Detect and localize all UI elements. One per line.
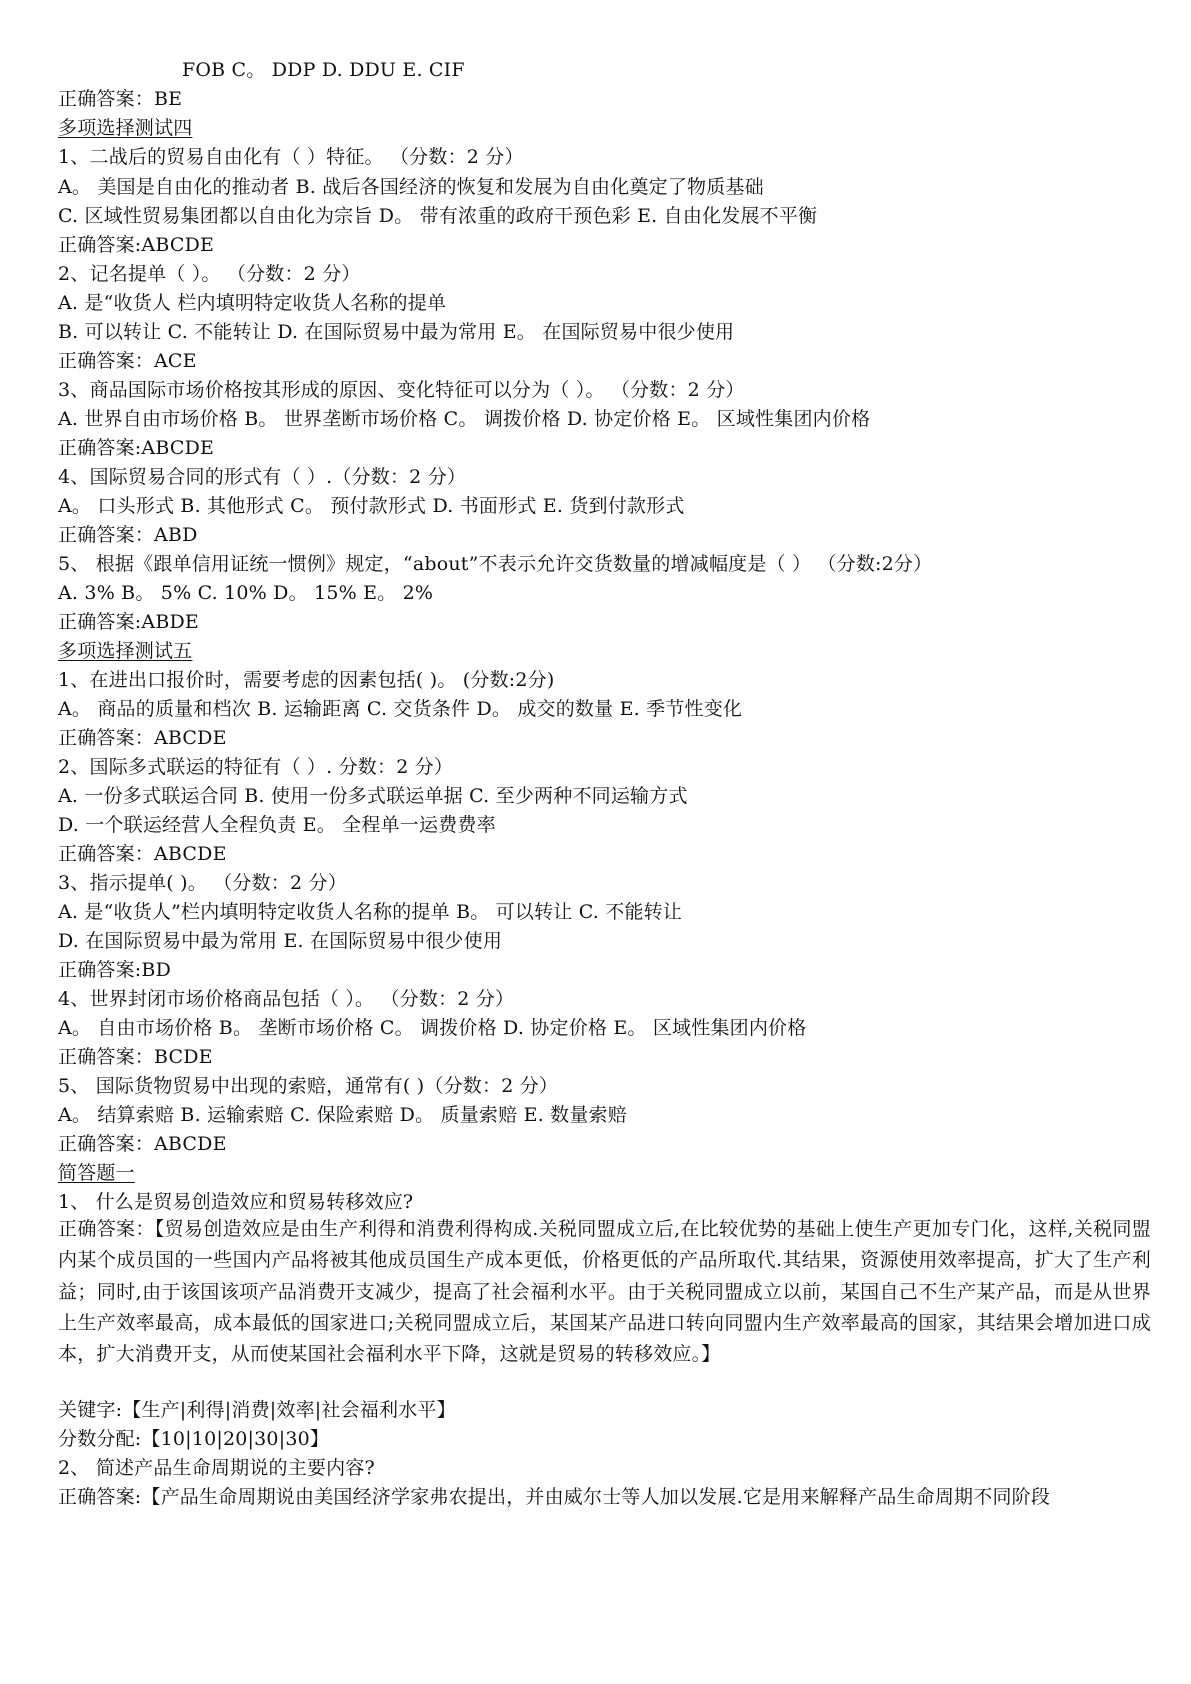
options-line: A。 美国是自由化的推动者 B. 战后各国经济的恢复和发展为自由化奠定了物质基础 [58, 176, 764, 198]
options-line: A。 口头形式 B. 其他形式 C。 预付款形式 D. 书面形式 E. 货到付款形式 [58, 495, 685, 517]
answer-line: 正确答案:ABCDE [58, 437, 215, 459]
section-heading: 多项选择测试四 [58, 117, 193, 139]
answer-line: 正确答案：BCDE [58, 1046, 213, 1068]
section-heading: 多项选择测试五 [58, 640, 193, 662]
question-line: 5、 根据《跟单信用证统一惯例》规定，“about”不表示允许交货数量的增减幅度是（ ） （分数:2分） [58, 553, 933, 575]
question-line: 1、在进出口报价时，需要考虑的因素包括( )。 (分数:2分) [58, 669, 555, 691]
answer-line: 正确答案:ABCDE [58, 234, 215, 256]
question-line: 5、 国际货物贸易中出现的索赔，通常有( )（分数：2 分） [58, 1075, 559, 1097]
options-line: D. 一个联运经营人全程负责 E。 全程单一运费费率 [58, 814, 496, 836]
question-line: 1、二战后的贸易自由化有（ ）特征。 （分数：2 分） [58, 146, 524, 168]
options-line: A. 世界自由市场价格 B。 世界垄断市场价格 C。 调拨价格 D. 协定价格 E。 区域性集团内价格 [58, 408, 871, 430]
question-line: 3、商品国际市场价格按其形成的原因、变化特征可以分为（ ）。 （分数：2 分） [58, 379, 745, 401]
options-line: A. 是“收货人 栏内填明特定收货人名称的提单 [58, 292, 447, 314]
options-line: A。 自由市场价格 B。 垄断市场价格 C。 调拨价格 D. 协定价格 E。 区域性集团内价格 [58, 1017, 807, 1039]
options-line: A. 一份多式联运合同 B. 使用一份多式联运单据 C. 至少两种不同运输方式 [58, 785, 688, 807]
section-heading: 简答题一 [58, 1162, 135, 1184]
answer-line: 正确答案：ABD [58, 524, 198, 546]
answer-line: 正确答案：ABCDE [58, 1133, 227, 1155]
options-line: A。 结算索赔 B. 运输索赔 C. 保险索赔 D。 质量索赔 E. 数量索赔 [58, 1104, 627, 1126]
question-line: 2、国际多式联运的特征有（ ）. 分数：2 分） [58, 756, 454, 778]
options-line: C. 区域性贸易集团都以自由化为宗旨 D。 带有浓重的政府干预色彩 E. 自由化发展不平衡 [58, 205, 818, 227]
answer-paragraph: 正确答案：【贸易创造效应是由生产利得和消费利得构成.关税同盟成立后,在比较优势的基础上使生产更加专门化，这样,关税同盟内某个成员国的一些国内产品将被其他成员国生产成本更低，价格更低的产品所取代.其结果，资源使用效率提高，扩大了生产利益；同时,由于该国该项产品消费开支减少，提高了社会福利水平。由于关税同盟成立以前，某国自己不生产某产品，而是从世界上生产效率最高，成本最低的国家进口;关税同盟成立后，某国某产品进口转向同盟内生产效率最高的国家，其结果会增加进口成本，扩大消费开支，从而使某国社会福利水平下降，这就是贸易的转移效应。】 [58, 1218, 1151, 1366]
question-line: 2、记名提单（ ）。 （分数：2 分） [58, 263, 361, 285]
score-distribution-line: 分数分配:【10|10|20|30|30】 [58, 1428, 330, 1450]
answer-line: 正确答案:ABDE [58, 611, 199, 633]
options-line: D. 在国际贸易中最为常用 E. 在国际贸易中很少使用 [58, 930, 503, 952]
answer-line: 正确答案：BE [58, 88, 183, 110]
question-line: 3、指示提单( )。 （分数：2 分） [58, 872, 347, 894]
answer-line: 正确答案:【产品生命周期说由美国经济学家弗农提出，并由威尔士等人加以发展.它是用来解释产品生命周期不同阶段 [58, 1486, 1051, 1508]
options-line: A。 商品的质量和档次 B. 运输距离 C. 交货条件 D。 成交的数量 E. 季节性变化 [58, 698, 743, 720]
options-line: A. 是“收货人”栏内填明特定收货人名称的提单 B。 可以转让 C. 不能转让 [58, 901, 683, 923]
answer-line: 正确答案：ABCDE [58, 727, 227, 749]
answer-line: 正确答案：ABCDE [58, 843, 227, 865]
options-line: A. 3% B。 5% C. 10% D。 15% E。 2% [58, 582, 434, 604]
question-line: 4、世界封闭市场价格商品包括（ ）。 （分数：2 分） [58, 988, 515, 1010]
options-line: B. 可以转让 C. 不能转让 D. 在国际贸易中最为常用 E。 在国际贸易中很少使用 [58, 321, 735, 343]
answer-line: 正确答案：ACE [58, 350, 197, 372]
prev-options-line: FOB C。 DDP D. DDU E. CIF [182, 59, 465, 81]
keywords-line: 关键字:【生产|利得|消费|效率|社会福利水平】 [58, 1399, 456, 1421]
question-line: 2、 简述产品生命周期说的主要内容? [58, 1457, 375, 1479]
question-line: 4、国际贸易合同的形式有（ ）.（分数：2 分） [58, 466, 467, 488]
question-line: 1、 什么是贸易创造效应和贸易转移效应? [58, 1191, 414, 1213]
answer-line: 正确答案:BD [58, 959, 171, 981]
